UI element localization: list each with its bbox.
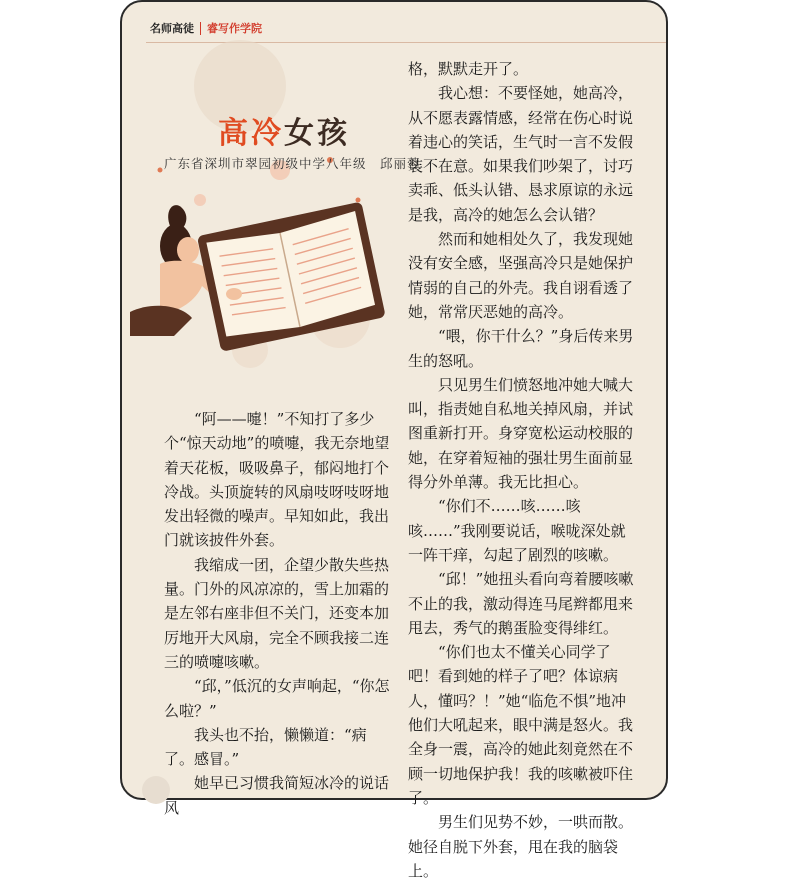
paragraph: 我心想：不要怪她，她高冷，从不愿表露情感，经常在伤心时说着违心的笑话，生气时一言不发假装不在意。如果我们吵架了，讨巧卖乖、低头认错、恳求原谅的永远是我，高冷的她怎么会认错？ xyxy=(408,84,634,224)
girl-with-book-illustration xyxy=(130,50,384,390)
column-name: 睿写作学院 xyxy=(207,22,262,35)
paragraph: 格，默默走开了。 xyxy=(408,60,529,78)
paragraph: “邱，”低沉的女声响起，“你怎么啦？” xyxy=(164,677,390,720)
author-byline: 广东省深圳市翠园初级中学八年级 邱丽蓉 xyxy=(164,156,421,171)
page-number-badge xyxy=(142,776,170,804)
article-body-left-column xyxy=(164,407,392,820)
header-rule xyxy=(146,42,666,43)
paragraph: 我头也不抬，懒懒道：“病了。感冒。” xyxy=(164,725,367,769)
article-body-right-column xyxy=(408,57,640,883)
paragraph: 她早已习惯我简短冰冷的说话风 xyxy=(164,774,390,817)
paragraph: “喂，你干什么？”身后传来男生的怒吼。 xyxy=(408,327,634,370)
article-title xyxy=(218,108,350,152)
paragraph: 我缩成一团，企望少散失些热量。门外的风凉凉的，雪上加霜的是左邻右座非但不关门，还变本加厉地开大风扇，完全不顾我接二连三的喷嚏咳嗽。 xyxy=(164,555,390,671)
page-header xyxy=(150,18,262,38)
magazine-page xyxy=(120,0,668,880)
column-series-name: 名师高徒 xyxy=(150,22,194,35)
paragraph: “邱！”她扭头看向弯着腰咳嗽不止的我，激动得连马尾辫都甩来甩去，秀气的鹅蛋脸变得绯红。 xyxy=(408,570,634,637)
header-divider xyxy=(200,22,201,35)
paragraph: 男生们见势不妙，一哄而散。她径自脱下外套，甩在我的脑袋上。 xyxy=(408,813,634,880)
paragraph: “你们也太不懂关心同学了吧！看到她的样子了吧？体谅病人，懂吗？！”她“临危不惧”地冲他们大吼起来，眼中满是怒火。我全身一震，高冷的她此刻竟然在不顾一切地保护我！我的咳嗽被吓住了。 xyxy=(408,643,634,807)
title-part-2: 女孩 xyxy=(284,116,350,151)
paragraph: “你们不……咳……咳咳……”我刚要说话，喉咙深处就一阵干痒，勾起了剧烈的咳嗽。 xyxy=(408,497,626,564)
paragraph: 然而和她相处久了，我发现她没有安全感，坚强高冷只是她保护情弱的自己的外壳。我自诩看透了她，常常厌恶她的高冷。 xyxy=(408,230,634,321)
paragraph: 只见男生们愤怒地冲她大喊大叫，指责她自私地关掉风扇，并试图重新打开。身穿宽松运动校服的她，在穿着短袖的强壮男生面前显得分外单薄。我无比担心。 xyxy=(408,375,634,492)
paragraph: “阿——嚏！”不知打了多少个“惊天动地”的喷嚏，我无奈地望着天花板，吸吸鼻子，郁闷地打个冷战。头顶旋转的风扇吱呀吱呀地发出轻微的噪声。早知如此，我出门就该披件外套。 xyxy=(164,410,390,550)
title-part-1: 高冷 xyxy=(218,116,284,151)
